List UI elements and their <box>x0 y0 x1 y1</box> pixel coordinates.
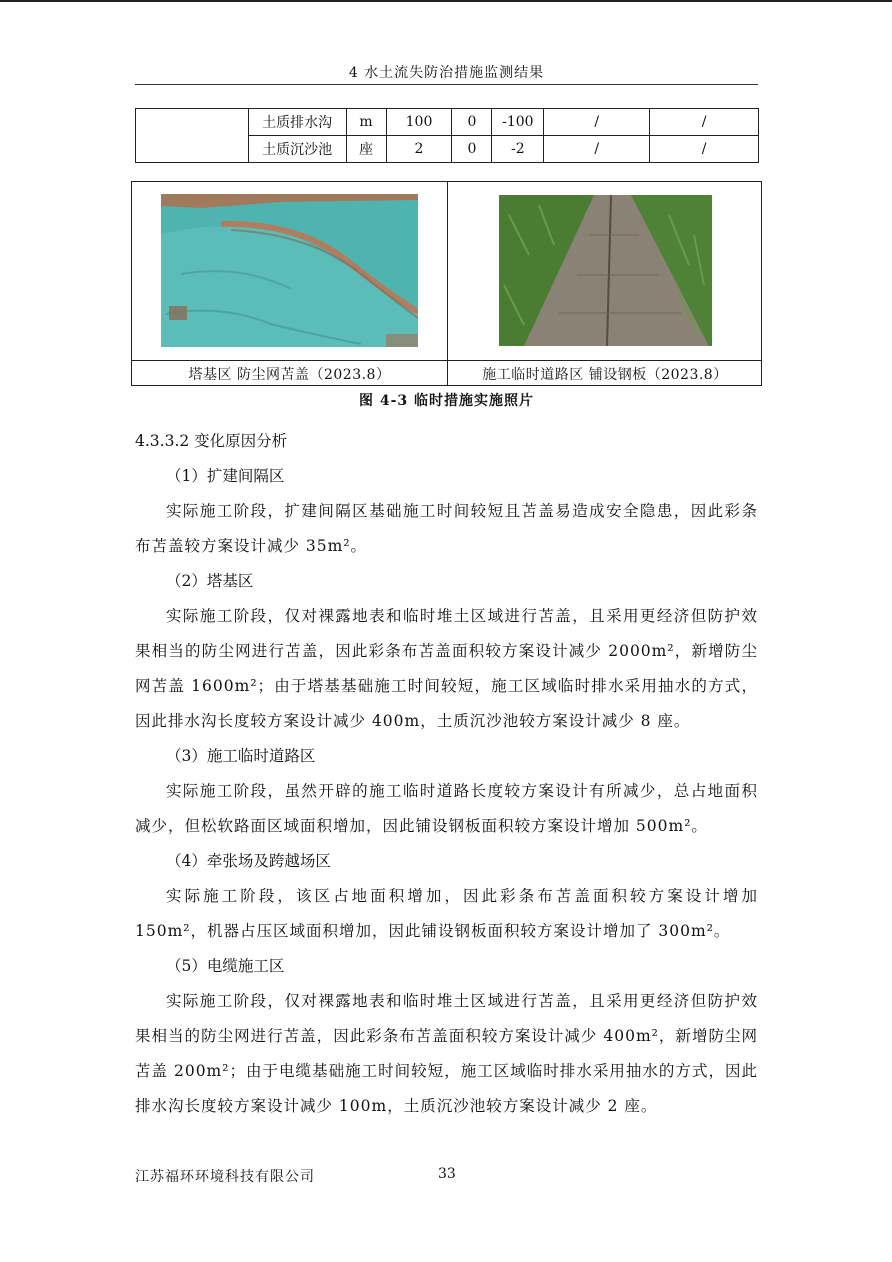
photo-caption-right: 施工临时道路区 铺设钢板（2023.8） <box>482 367 728 383</box>
table-cell: m <box>346 109 386 136</box>
header-rule <box>135 84 758 85</box>
footer-company: 江苏福环环境科技有限公司 <box>135 1169 315 1185</box>
table-row <box>136 109 759 136</box>
paragraph: 实际施工阶段，扩建间隔区基础施工时间较短且苫盖易造成安全隐患，因此彩条布苫盖较方案设计减少 35m²。 <box>135 502 758 555</box>
body-text <box>135 424 758 1124</box>
paragraph: 实际施工阶段，虽然开辟的施工临时道路长度较方案设计有所减少，总占地面积减少，但松软路面区域面积增加，因此铺设钢板面积较方案设计增加 500m²。 <box>135 782 758 835</box>
paragraph: 实际施工阶段，该区占地面积增加，因此彩条布苫盖面积较方案设计增加 150m²，机器占压区域面积增加，因此铺设钢板面积较方案设计增加了 300m²。 <box>135 887 758 940</box>
table-cell: 土质排水沟 <box>248 109 346 136</box>
top-border <box>0 0 892 2</box>
dust-net-photo <box>161 194 418 347</box>
subsection-heading: （3）施工临时道路区 <box>166 747 316 765</box>
table-cell: / <box>544 136 650 163</box>
subsection-heading: （4）牵张场及跨越场区 <box>166 852 331 870</box>
table-cell: -2 <box>492 136 544 163</box>
table-cell: / <box>650 109 759 136</box>
table-cell: 土质沉沙池 <box>248 136 346 163</box>
table-cell: 0 <box>452 109 492 136</box>
section-heading: 4.3.3.2 变化原因分析 <box>135 432 288 450</box>
photo-divider <box>447 182 448 385</box>
photo-panel <box>131 181 762 386</box>
page-number: 33 <box>438 1166 456 1182</box>
caption-divider <box>132 360 761 361</box>
table-cell: 座 <box>346 136 386 163</box>
table-cell: / <box>544 109 650 136</box>
table-cell <box>136 109 249 163</box>
running-header: 4 水土流失防治措施监测结果 <box>348 65 545 81</box>
table-cell: -100 <box>492 109 544 136</box>
photo-caption-left: 塔基区 防尘网苫盖（2023.8） <box>188 367 391 383</box>
paragraph: 实际施工阶段，仅对裸露地表和临时堆土区域进行苫盖，且采用更经济但防护效果相当的防尘网进行苫盖，因此彩条布苫盖面积较方案设计减少 2000m²，新增防尘网苫盖 1600m²；由于塔基基础施工时间较短，施工区域临时排水采用抽水的方式，因此排水沟长度较方案设计减少 400m，土质沉沙池较方案设计减少 8 座。 <box>135 607 758 730</box>
measures-table <box>135 108 759 163</box>
subsection-heading: （2）塔基区 <box>166 572 254 590</box>
table-cell: 0 <box>452 136 492 163</box>
subsection-heading: （1）扩建间隔区 <box>166 467 285 485</box>
subsection-heading: （5）电缆施工区 <box>166 957 285 975</box>
steel-plate-photo <box>499 195 712 346</box>
table-cell: 100 <box>386 109 452 136</box>
table-cell: 2 <box>386 136 452 163</box>
figure-title: 图 4-3 临时措施实施照片 <box>358 393 535 409</box>
table-cell: / <box>650 136 759 163</box>
paragraph: 实际施工阶段，仅对裸露地表和临时堆土区域进行苫盖，且采用更经济但防护效果相当的防尘网进行苫盖，因此彩条布苫盖面积较方案设计减少 400m²，新增防尘网苫盖 200m²；由于电缆基础施工时间较短，施工区域临时排水采用抽水的方式，因此排水沟长度较方案设计减少 100m，土质沉沙池较方案设计减少 2 座。 <box>135 992 758 1115</box>
